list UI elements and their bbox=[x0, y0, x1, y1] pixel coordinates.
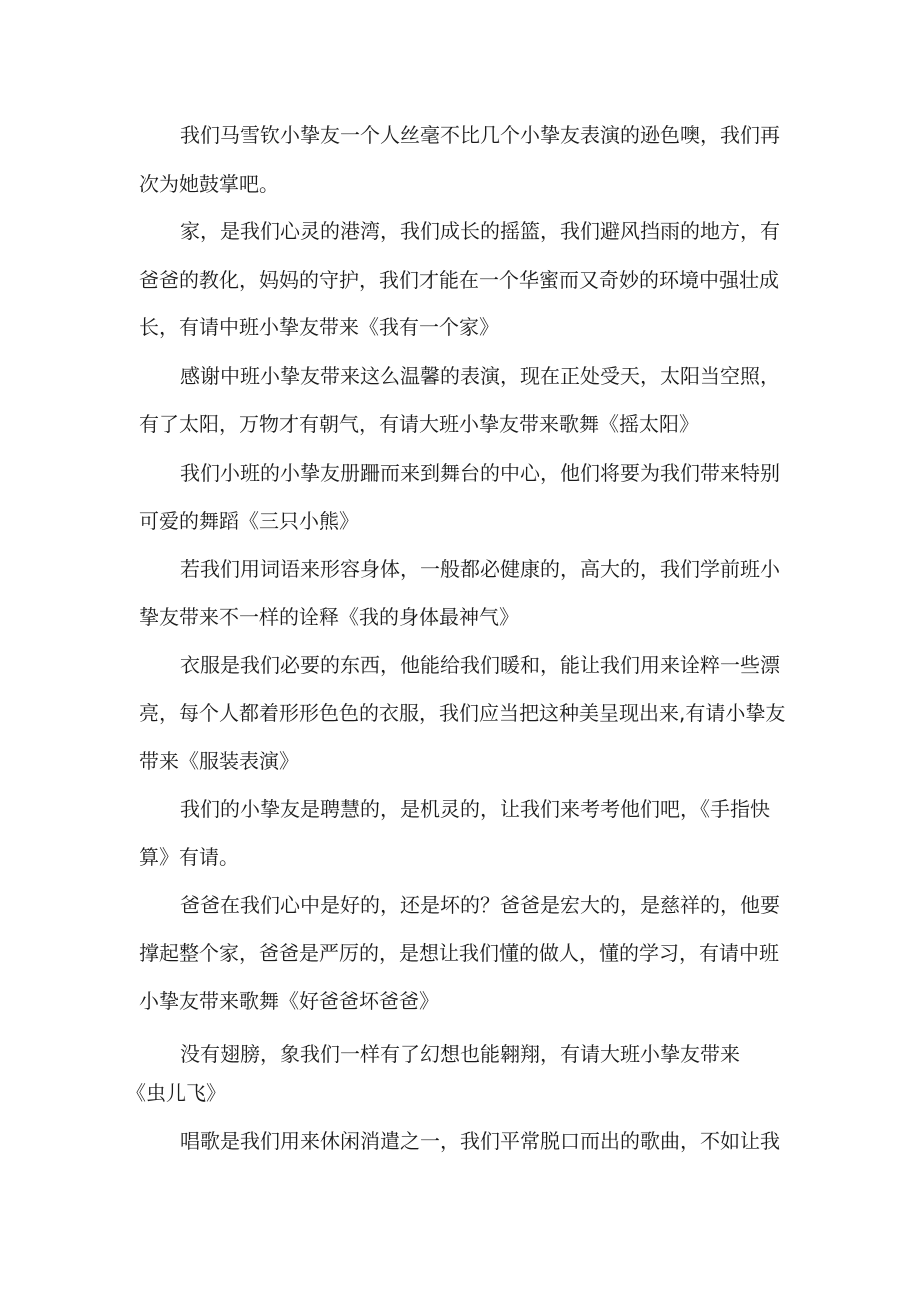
paragraph-3-line-1: 感谢中班小挚友带来这么温馨的表演，现在正处受天，太阳当空照， bbox=[180, 364, 780, 388]
paragraph-8-line-2: 撑起整个家，爸爸是严厉的，是想让我们懂的做人，懂的学习，有请中班 bbox=[139, 941, 779, 965]
paragraph-9-line-2: 《虫儿飞》 bbox=[126, 1081, 226, 1105]
paragraph-6-line-3: 带来《服装表演》 bbox=[139, 749, 299, 773]
paragraph-2-line-3: 长，有请中班小挚友带来《我有一个家》 bbox=[139, 315, 499, 339]
paragraph-8-line-3: 小挚友带来歌舞《好爸爸坏爸爸》 bbox=[139, 989, 439, 1013]
paragraph-9-line-1: 没有翅膀，象我们一样有了幻想也能翱翔，有请大班小挚友带来 bbox=[180, 1042, 740, 1066]
paragraph-7-line-1: 我们的小挚友是聘慧的，是机灵的，让我们来考考他们吧，《手指快 bbox=[180, 797, 770, 821]
paragraph-5-line-2: 挚友带来不一样的诠释《我的身体最神气》 bbox=[139, 605, 519, 629]
paragraph-2-line-1: 家，是我们心灵的港湾，我们成长的摇篮，我们避风挡雨的地方，有 bbox=[180, 219, 780, 243]
paragraph-3-line-2: 有了太阳，万物才有朝气，有请大班小挚友带来歌舞《摇太阳》 bbox=[139, 412, 699, 436]
paragraph-6-line-2: 亮，每个人都着形形色色的衣服，我们应当把这种美呈现出来,有请小挚友 bbox=[139, 701, 786, 725]
paragraph-6-line-1: 衣服是我们必要的东西，他能给我们暖和，能让我们用来诠粹一些漂 bbox=[180, 653, 780, 677]
paragraph-2-line-2: 爸爸的教化，妈妈的守护，我们才能在一个华蜜而又奇妙的环境中强壮成 bbox=[139, 268, 779, 292]
paragraph-1-line-2: 次为她鼓掌吧。 bbox=[139, 172, 279, 196]
paragraph-8-line-1: 爸爸在我们心中是好的，还是坏的？爸爸是宏大的，是慈祥的，他要 bbox=[180, 893, 780, 917]
paragraph-4-line-1: 我们小班的小挚友册跚而来到舞台的中心，他们将要为我们带来特别 bbox=[180, 461, 780, 485]
paragraph-4-line-2: 可爱的舞蹈《三只小熊》 bbox=[139, 509, 359, 533]
paragraph-1-line-1: 我们马雪钦小挚友一个人丝毫不比几个小挚友表演的逊色噢，我们再 bbox=[180, 123, 780, 147]
paragraph-5-line-1: 若我们用词语来形容身体，一般都必健康的，高大的，我们学前班小 bbox=[180, 557, 780, 581]
paragraph-7-line-2: 算》有请。 bbox=[139, 845, 239, 869]
paragraph-10-line-1: 唱歌是我们用来休闲消遣之一，我们平常脱口而出的歌曲，不如让我 bbox=[180, 1129, 780, 1153]
